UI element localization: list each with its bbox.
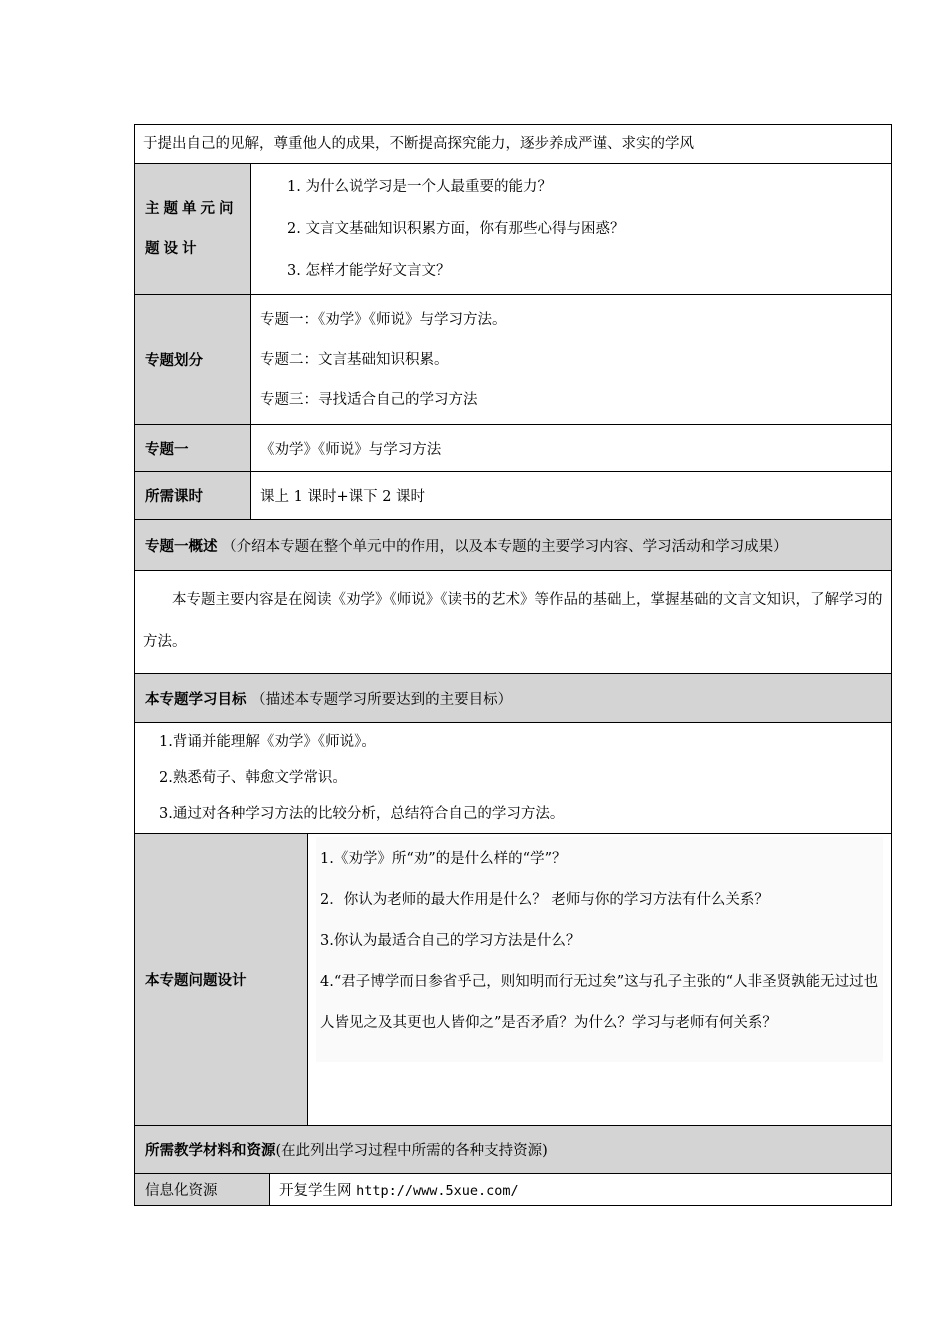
resources-header	[135, 1126, 892, 1174]
class-hours-label: 所需课时	[135, 472, 251, 520]
intro-row	[135, 125, 892, 164]
resources-label: 所需教学材料和资源	[145, 1143, 276, 1159]
unit-questions-list	[251, 166, 891, 292]
overview-hint: （介绍本专题在整个单元中的作用，以及本专题的主要学习内容、学习活动和学习成果）	[222, 538, 788, 555]
topic-questions-row	[135, 834, 892, 1126]
goals-header	[135, 674, 892, 723]
info-resources-label: 信息化资源	[135, 1174, 270, 1206]
topic-division-item: 专题三：寻找适合自己的学习方法	[260, 391, 478, 408]
goals-label: 本专题学习目标	[145, 691, 247, 708]
goals-hint: （描述本专题学习所要达到的主要目标）	[251, 691, 513, 708]
info-resources-name: 开复学生网	[279, 1183, 352, 1199]
intro-cell	[135, 125, 892, 164]
overview-header-row	[135, 520, 892, 571]
goals-list	[135, 724, 891, 832]
info-resources-row	[135, 1174, 892, 1206]
topic-one-value: 《劝学》《师说》与学习方法	[251, 425, 892, 472]
unit-questions-row	[135, 164, 892, 295]
unit-questions-label: 主题单元问题设计	[135, 164, 251, 295]
unit-question-item: 3. 怎样才能学好文言文？	[287, 263, 451, 279]
resources-hint: (在此列出学习过程中所需的各种支持资源)	[275, 1143, 548, 1159]
info-resources-link[interactable]: http://www.5xue.com/	[356, 1183, 519, 1199]
topic-division-cell	[251, 295, 892, 425]
goals-body-row	[135, 723, 892, 834]
overview-header	[135, 520, 892, 571]
class-hours-row	[135, 472, 892, 520]
topic-questions-label: 本专题问题设计	[135, 834, 308, 1126]
topic-question-item: 3.你认为最适合自己的学习方法是什么？	[320, 933, 581, 949]
overview-label: 专题一概述	[145, 538, 218, 555]
unit-question-item: 2. 文言文基础知识积累方面，你有那些心得与困惑？	[287, 221, 625, 237]
topic-one-row	[135, 425, 892, 472]
topic-division-item: 专题二：文言基础知识积累。	[260, 351, 449, 368]
goal-item: 1.背诵并能理解《劝学》《师说》。	[159, 734, 376, 750]
topic-question-item: 2．你认为老师的最大作用是什么？ 老师与你的学习方法有什么关系？	[320, 892, 769, 908]
goals-body	[135, 723, 892, 834]
class-hours-value: 课上 1 课时+课下 2 课时	[251, 472, 892, 520]
topic-question-item: 1.《劝学》所“劝”的是什么样的“学”？	[320, 851, 567, 867]
info-resources-value	[270, 1174, 892, 1206]
topic-questions-cell	[308, 834, 892, 1126]
unit-question-item: 1. 为什么说学习是一个人最重要的能力？	[287, 179, 552, 195]
overview-body-row	[135, 571, 892, 674]
topic-division-list	[251, 300, 891, 420]
overview-body: 本专题主要内容是在阅读《劝学》《师说》《读书的艺术》等作品的基础上，掌握基础的文言文知识，了解学习的方法。	[135, 571, 892, 674]
topic-question-item: 4.“君子博学而日参省乎己，则知明而行无过矣”这与孔子主张的“人非圣贤孰能无过过也人皆见之及其更也人皆仰之”是否矛盾？为什么？学习与老师有何关系？	[320, 974, 879, 1031]
topic-division-label: 专题划分	[135, 295, 251, 425]
resources-header-row	[135, 1126, 892, 1174]
unit-questions-cell	[251, 164, 892, 295]
intro-text: 于提出自己的见解，尊重他人的成果，不断提高探究能力，逐步养成严谨、求实的学风	[143, 136, 694, 152]
goal-item: 2.熟悉荀子、韩愈文学常识。	[159, 770, 347, 786]
topic-questions-list	[316, 837, 883, 1062]
goal-item: 3.通过对各种学习方法的比较分析，总结符合自己的学习方法。	[159, 806, 565, 822]
topic-one-label: 专题一	[135, 425, 251, 472]
lesson-plan-table	[134, 124, 892, 1206]
goals-header-row	[135, 674, 892, 723]
topic-division-item: 专题一：《劝学》《师说》与学习方法。	[260, 311, 507, 328]
topic-division-row	[135, 295, 892, 425]
